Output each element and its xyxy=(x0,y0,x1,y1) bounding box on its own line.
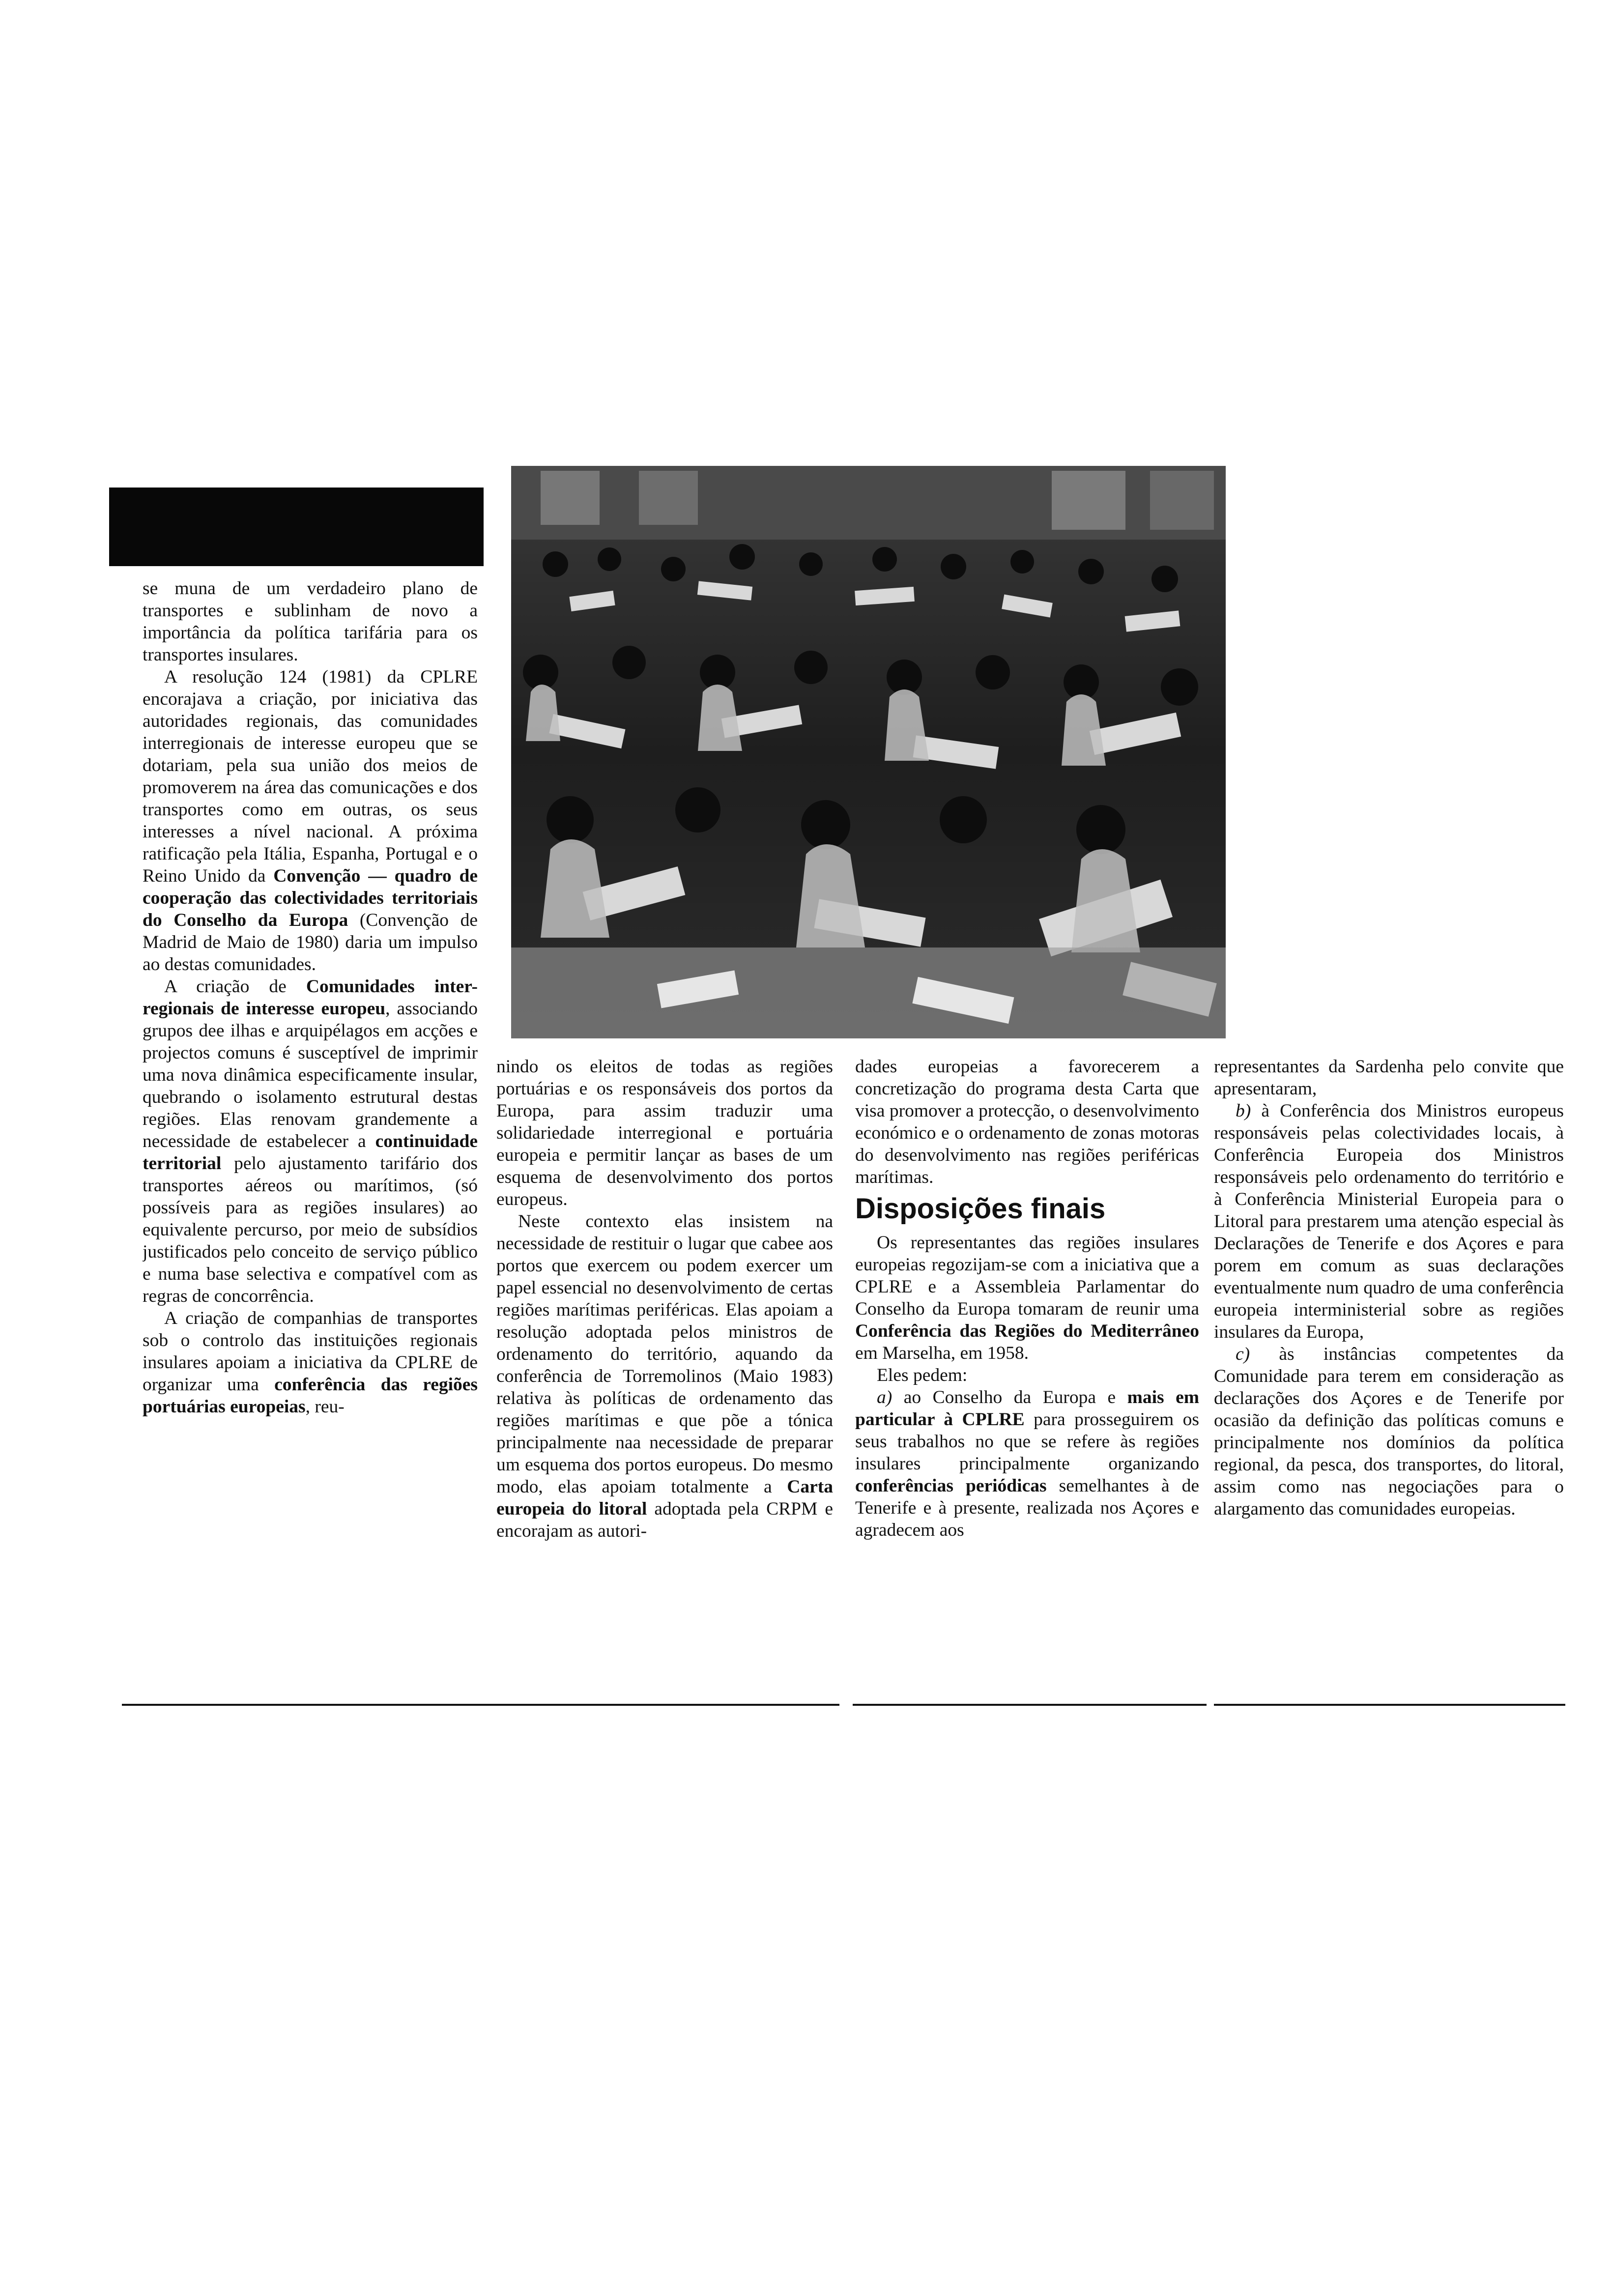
section-heading: Disposições finais xyxy=(855,1193,1106,1225)
text-column-4 xyxy=(1214,1056,1564,1695)
paragraph: Eles pedem: xyxy=(877,1365,968,1385)
paragraph: A criação de companhias de transportes sob o controlo das instituições regionais insulares apoiam a iniciativa da CPLRE de organizar uma conferência das regiões portuárias europeias, reu- xyxy=(143,1308,478,1417)
paragraph: dades europeias a favorecerem a concretização do programa desta Carta que visa promover a protecção, o desenvolvimento económico e o ordenamento de zonas motoras do desenvolvimento nas regiões periféricas marítimas. xyxy=(855,1057,1199,1187)
paragraph: A criação de Comunidades inter-regionais de interesse europeu, associando grupos dee ilhas e arquipélagos em acções e projectos comuns é susceptível de imprimir uma nova dinâmica especificamente insular, quebrando o isolamento estrutural destas regiões. Elas renovam grandemente a necessidade de estabelecer a continuidade territorial pelo ajustamento tarifário dos transportes aéreos ou marítimos, (só possíveis para as regiões insulares) ao equivalente percurso, por meio de subsídios justificados pelo conceito de serviço público e numa base selectiva e compatível com as regras de concorrência. xyxy=(143,976,478,1306)
paragraph: nindo os eleitos de todas as regiões portuárias e os responsáveis dos portos da Europa, para assim traduzir uma solidariedade interregional e portuária europeia e permitir lançar as bases de um esquema de desenvolvimento dos portos europeus. xyxy=(496,1057,833,1209)
text-column-3 xyxy=(855,1056,1199,1695)
bottom-rule xyxy=(122,1704,839,1706)
bottom-rule xyxy=(853,1704,1207,1706)
paragraph: c) às instâncias competentes da Comunidade para terem em consideração as declarações dos Açores e de Tenerife por ocasião da definição das políticas comuns e principalmente nos domínios da política regional, da pesca, dos transportes, do litoral, assim como nas negociações para o alargamento das comunidades europeias. xyxy=(1214,1344,1564,1519)
paragraph: representantes da Sardenha pelo convite que apresentaram, xyxy=(1214,1057,1564,1099)
meeting-hall-photo xyxy=(511,466,1226,1038)
text-column-2 xyxy=(496,1056,833,1695)
paragraph: a) ao Conselho da Europa e mais em particular à CPLRE para prosseguirem os seus trabalhos no que se refere às regiões insulares principalmente organizando conferências periódicas semelhantes à de Tenerife e à presente, realizada nos Açores e agradecem aos xyxy=(855,1387,1199,1540)
paragraph: A resolução 124 (1981) da CPLRE encorajava a criação, por iniciativa das autoridades regionais, das comunidades interregionais de interesse europeu que se dotariam, pela sua união dos meios de promoverem na área das comunicações e dos transportes como em outras, os seus interesses a nível nacional. A próxima ratificação pela Itália, Espanha, Portugal e o Reino Unido da Convenção — quadro de cooperação das colectividades territoriais do Conselho da Europa (Convenção de Madrid de Maio de 1980) daria um impulso ao destas comunidades. xyxy=(143,667,478,975)
text-column-1 xyxy=(143,577,478,1695)
paragraph: Os representantes das regiões insulares europeias regozijam-se com a iniciativa que a CPLRE e a Assembleia Parlamentar do Conselho da Europa tomaram de reunir uma Conferência das Regiões do Mediterrâneo em Marselha, em 1958. xyxy=(855,1233,1199,1363)
bottom-rule xyxy=(1214,1704,1565,1706)
paragraph: b) à Conferência dos Ministros europeus responsáveis pelas colectividades locais, à Conferência Europeia dos Ministros responsáveis pelo ordenamento do território e à Conferência Ministerial Europeia para o Litoral para prestarem uma atenção especial às Declarações de Tenerife e dos Açores e para porem em comum as suas declarações eventualmente num quadro de uma conferência europeia interministerial sobre as regiões insulares da Europa, xyxy=(1214,1101,1564,1342)
black-header-block xyxy=(109,488,484,566)
paragraph: se muna de um verdadeiro plano de transportes e sublinham de novo a importância da política tarifária para os transportes insulares. xyxy=(143,578,478,665)
paragraph: Neste contexto elas insistem na necessidade de restituir o lugar que cabee aos portos que exercem ou podem exercer um papel essencial no desenvolvimento de certas regiões marítimas periféricas. Elas apoiam a resolução adoptada pelos ministros de ordenamento do território, aquando da conferência de Torremolinos (Maio 1983) relativa às políticas de ordenamento das regiões marítimas e que põe a tónica principalmente naa necessidade de preparar um esquema dos portos europeus. Do mesmo modo, elas apoiam totalmente a Carta europeia do litoral adoptada pela CRPM e encorajam as autori- xyxy=(496,1211,833,1541)
